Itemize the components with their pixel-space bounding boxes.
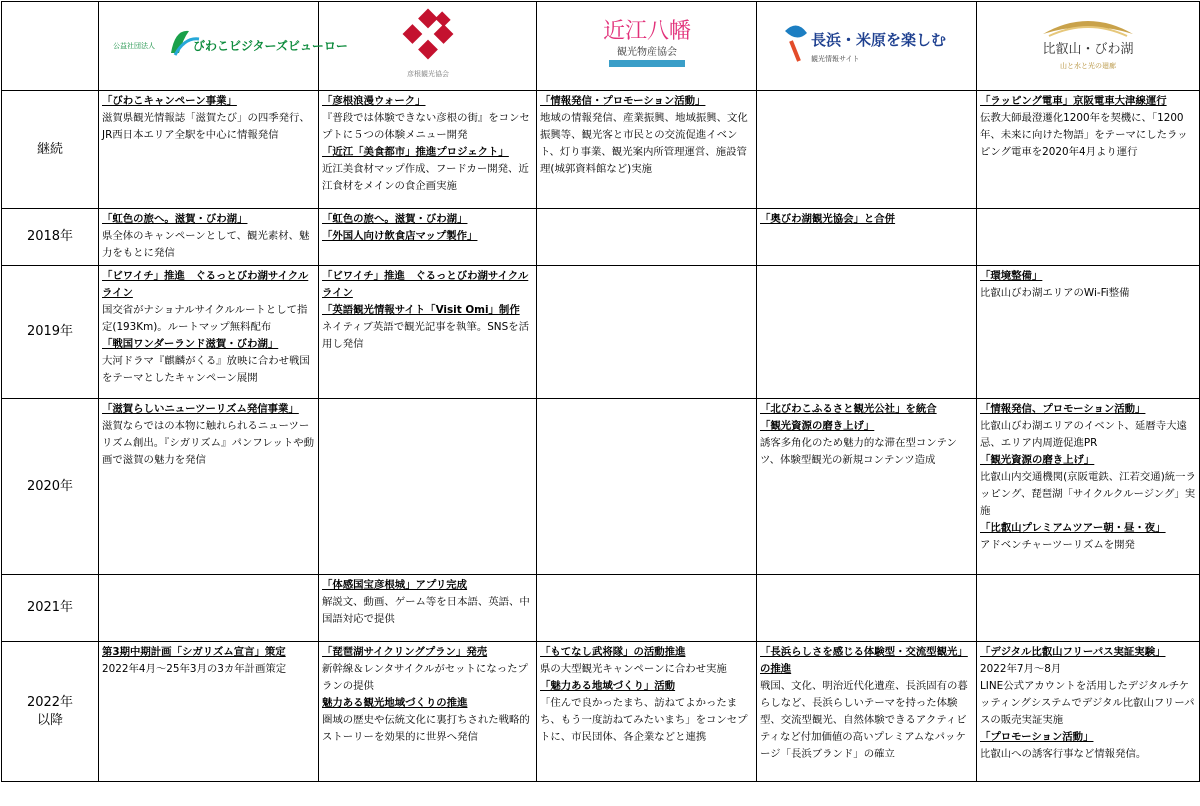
cell — [537, 575, 757, 642]
row-2021 — [2, 575, 1200, 642]
item-text: 伝教大師最澄遷化1200年を契機に、「1200年、未来に向けた物語」をテーマにしたラッピング電車を2020年4月より運行 — [980, 112, 1188, 158]
cell — [977, 575, 1200, 642]
corner-cell — [2, 2, 99, 91]
item-heading: 「体感国宝彦根城」アプリ完成 — [322, 579, 468, 591]
item-text: 誘客多角化のため魅力的な滞在型コンテンツ、体験型観光の新規コンテンツ造成 — [760, 437, 957, 466]
item-heading: 「観光資源の磨き上げ」 — [760, 420, 875, 432]
item-heading: 「北びわこふるさと観光公社」を統合 — [760, 403, 937, 415]
item-text: ネイティブ英語で観光記事を執筆。SNSを活用し発信 — [322, 321, 529, 350]
cell — [757, 209, 977, 266]
cell — [757, 266, 977, 399]
item-text: 2022年4月～25年3月の3カ年計画策定 — [102, 663, 287, 675]
cell — [99, 266, 319, 399]
row-2022-onward — [2, 642, 1200, 782]
cell — [977, 399, 1200, 575]
item-heading: 「ビワイチ」推進 ぐるっとびわ湖サイクルライン — [102, 270, 309, 299]
item-text: 国交省がナショナルサイクルルートとして指定(193Km)。ルートマップ無料配布 — [102, 304, 308, 333]
item-text: 比叡山内交通機関(京阪電鉄、江若交通)統一ラッピング、琵琶湖「サイクルクルージング」実施 — [980, 471, 1196, 517]
item-heading: 「びわこキャンペーン事業」 — [102, 95, 237, 107]
cell — [537, 209, 757, 266]
cell — [99, 399, 319, 575]
nagahama-maibara-logo — [777, 17, 957, 69]
item-heading: 「滋賀らしいニューツーリズム発信事業」 — [102, 403, 299, 415]
svg-text:観光物産協会: 観光物産協会 — [616, 47, 677, 58]
row-2020 — [2, 399, 1200, 575]
cell — [99, 575, 319, 642]
item-heading: 「戦国ワンダーランド滋賀・びわ湖」 — [102, 338, 279, 350]
biwako-visitors-bureau-logo — [109, 23, 348, 63]
item-text: 県全体のキャンペーンとして、観光素材、魅力をもとに発信 — [102, 230, 310, 259]
cell — [757, 91, 977, 209]
cell — [537, 642, 757, 782]
item-heading: 「環境整備」 — [980, 270, 1043, 282]
item-text: 解説文、動画、ゲーム等を日本語、英語、中国語対応で提供 — [322, 596, 530, 625]
svg-text:公益社団法人: 公益社団法人 — [112, 42, 155, 50]
cell — [319, 575, 537, 642]
cell — [319, 209, 537, 266]
item-heading: 「観光資源の磨き上げ」 — [980, 454, 1095, 466]
item-heading: 「デジタル比叡山フリーパス実証実験」 — [980, 646, 1166, 658]
cell — [319, 642, 537, 782]
item-heading: 「外国人向け飲食店マップ製作」 — [322, 230, 478, 242]
cell — [757, 399, 977, 575]
cell — [537, 399, 757, 575]
item-heading: 「比叡山プレミアムツアー朝・昼・夜」 — [980, 522, 1166, 534]
cell — [537, 91, 757, 209]
item-heading: 「ビワイチ」推進 ぐるっとびわ湖サイクルライン — [322, 270, 529, 299]
logo-cell-biwako — [99, 2, 348, 91]
item-heading: 「プロモーション活動」 — [980, 731, 1094, 743]
item-text: 大河ドラマ『麒麟がくる』放映に合わせ戦国をテーマとしたキャンペーン展開 — [102, 355, 310, 384]
item-heading: 「彦根浪漫ウォーク」 — [322, 95, 426, 107]
item-text: 比叡山びわ湖エリアのイベント、延暦寺大遠忌、エリア内周遊促進PR — [980, 420, 1187, 449]
svg-text:びわこビジターズビューロー: びわこビジターズビューロー — [192, 39, 348, 53]
cell — [757, 642, 977, 782]
cell — [319, 399, 537, 575]
item-heading: 「情報発信・プロモーション活動」 — [540, 95, 706, 107]
svg-text:観光情報サイト: 観光情報サイト — [810, 55, 860, 63]
cell — [99, 642, 319, 782]
svg-text:長浜・米原を楽しむ: 長浜・米原を楽しむ — [810, 31, 946, 49]
item-heading: 「琵琶湖サイクリングプラン」発売 — [322, 646, 488, 658]
cell — [319, 266, 537, 399]
svg-text:彦根観光協会: 彦根観光協会 — [406, 70, 449, 78]
svg-text:比叡山・びわ湖: 比叡山・びわ湖 — [1042, 42, 1134, 57]
svg-text:近江八幡: 近江八幡 — [602, 19, 691, 44]
timeline-table — [1, 1, 1200, 782]
item-text: 比叡山への誘客行事など情報発信。 — [980, 748, 1147, 760]
cell — [319, 91, 537, 209]
item-heading: 魅力ある観光地域づくりの推進 — [322, 697, 468, 709]
year-label: 継続 — [2, 91, 99, 209]
cell — [977, 91, 1200, 209]
item-text: 2022年7月～8月 — [980, 663, 1062, 675]
item-heading: 「虹色の旅へ。滋賀・びわ湖」 — [322, 213, 468, 225]
cell — [537, 266, 757, 399]
header-row — [2, 2, 1200, 91]
omihachiman-tourism-logo — [587, 12, 707, 74]
logo-cell-hiei — [977, 2, 1200, 91]
year-label: 2018年 — [2, 209, 99, 266]
item-text: 滋賀県観光情報誌「滋賀たび」の四季発行、JR西日本エリア全駅を中心に情報発信 — [102, 112, 310, 141]
item-text: 地域の情報発信、産業振興、地域振興、文化振興等、観光客と市民との交流促進イベント、灯り事業、観光案内所管理運営、施設管理(城郭資料館など)実施 — [540, 112, 748, 175]
row-2019 — [2, 266, 1200, 399]
logo-cell-omihachiman — [537, 2, 757, 91]
item-heading: 「英語観光情報サイト「Visit Omi」制作 — [322, 304, 520, 316]
year-label: 2019年 — [2, 266, 99, 399]
item-text: 『普段では体験できない彦根の街』をコンセプトに５つの体験メニュー開発 — [322, 112, 530, 141]
item-heading: 「ラッピング電車」京阪電車大津線運行 — [980, 95, 1167, 107]
logo-cell-hikone — [319, 2, 537, 91]
item-heading: 「もてなし武将隊」の活動推進 — [540, 646, 686, 658]
item-heading: 「魅力ある地域づくり」活動 — [540, 680, 676, 692]
hikone-tourism-logo — [368, 2, 488, 84]
item-heading: 「虹色の旅へ。滋賀・びわ湖」 — [102, 213, 248, 225]
year-label: 2020年 — [2, 399, 99, 575]
cell — [99, 209, 319, 266]
item-text: 新幹線＆レンタサイクルがセットになったプランの提供 — [322, 663, 528, 692]
item-text: 「住んで良かったまち、訪ねてよかったまち、もう一度訪ねてみたいまち」をコンセプトに、市民団体、各企業などと連携 — [540, 697, 748, 743]
item-text: 比叡山びわ湖エリアのWi-Fi整備 — [980, 287, 1130, 299]
item-text: 滋賀ならではの本物に触れられるニューツーリズム創出。『シガリズム』パンフレットや動画で滋賀の魅力を発信 — [102, 420, 315, 466]
cell — [977, 266, 1200, 399]
row-2018 — [2, 209, 1200, 266]
item-text: 戦国、文化、明治近代化遺産、長浜固有の暮らしなど、長浜らしいテーマを持った体験型、交流型観光、自然体験できるアクティビティなど付加価値の高いプレミアムなパッケージ「長浜ブランド」の確立 — [760, 680, 968, 760]
item-heading: 第3期中期計画「シガリズム宣言」策定 — [102, 646, 286, 658]
item-heading: 「長浜らしさを感じる体験型・交流型観光」の推進 — [760, 646, 968, 675]
svg-text:山と水と光の廻廊: 山と水と光の廻廊 — [1060, 62, 1116, 70]
item-heading: 「情報発信、プロモーション活動」 — [980, 403, 1146, 415]
cell — [757, 575, 977, 642]
item-text: 圏域の歴史や伝統文化に裏打ちされた戦略的ストーリーを効果的に世界へ発信 — [322, 714, 530, 743]
item-text: アドベンチャーツーリズムを開発 — [980, 539, 1135, 551]
row-continuing — [2, 91, 1200, 209]
cell — [977, 642, 1200, 782]
item-text: LINE公式アカウントを活用したデジタルチケッティングシステムでデジタル比叡山フリーパスの販売実証実施 — [980, 680, 1195, 726]
item-heading: 「奥びわ湖観光協会」と合併 — [760, 213, 896, 225]
item-heading: 「近江「美食都市」推進プロジェクト」 — [322, 146, 509, 158]
logo-cell-nagahama — [757, 2, 977, 91]
item-text: 県の大型観光キャンペーンに合わせ実施 — [540, 663, 727, 675]
year-label — [2, 642, 99, 782]
item-text: 近江美食材マップ作成、フードカー開発、近江食材をメインの食企画実施 — [322, 163, 529, 192]
hiei-biwako-logo — [1023, 8, 1153, 78]
cell — [99, 91, 319, 209]
year-label-text: 2022年以降 — [26, 694, 74, 728]
year-label: 2021年 — [2, 575, 99, 642]
cell — [977, 209, 1200, 266]
